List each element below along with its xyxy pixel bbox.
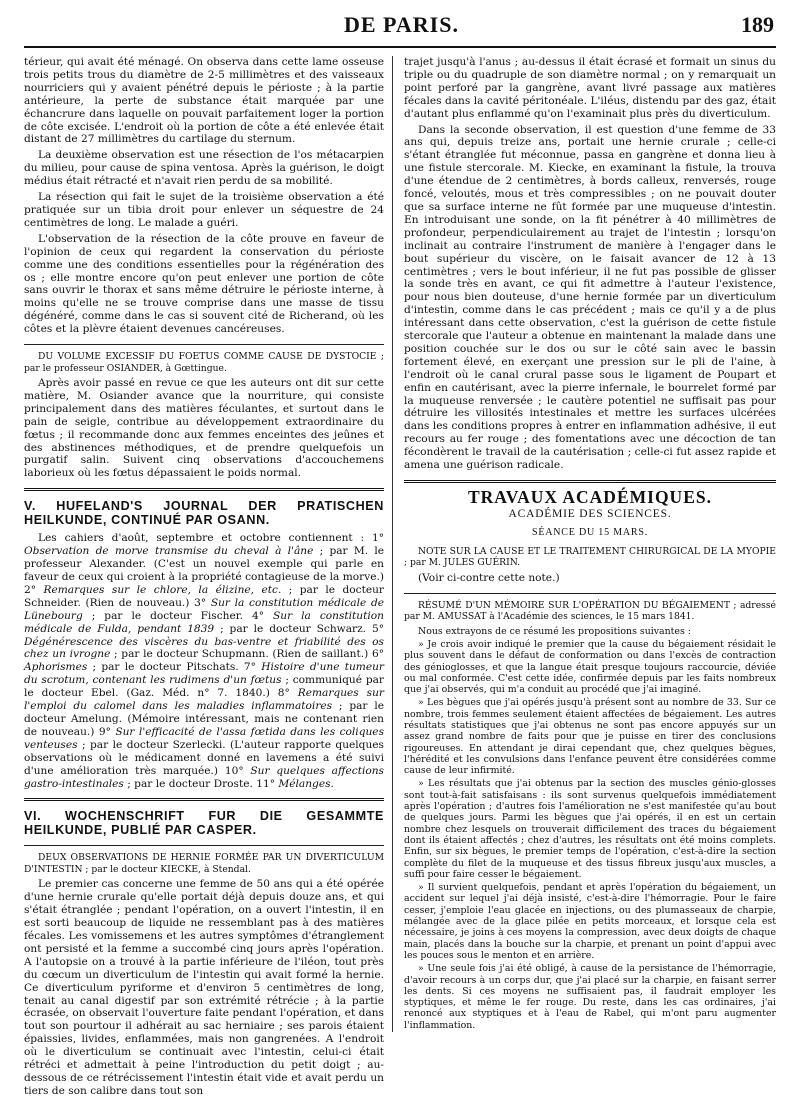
paragraph: Le premier cas concerne une femme de 50 ans qui a été opérée d'une hernie crurale qu'elle portait déjà depuis douze ans, et qui s'était étranglée ; pendant l'opération, on a ouvert l'intestin, il en est sorti beaucoup de liquide ne ressemblant pas à des matières fécales. Les vomissemens et les autres symptômes d'étranglement ont persisté et la femme a succombé cinq jours après l'opération. A l'autopsie on a trouvé à la partie inférieure de l'iléon, tout près du cœcum un diverticulum de l'intestin qui avait formé la hernie. Ce diverticulum pyriforme et d'environ 5 centimètres de long, tenait au canal digestif par son extrémité rétrécie ; à la partie écrasée, on observait l'ouverture faite pendant l'opération, et dans tout son pourtour il adhérait au sac herniaire ; ses parois étaient épaissies, livides, enflammées, mais non gangrenées. A l'endroit où le diverticulum se continuait avec l'intestin, celui-ci était rétréci et admettait à peine l'introduction du petit doigt ; au-dessous de ce rétrécissement l'intestin était vide et avait perdu un tiers de son calibre dans tout son (24, 878, 384, 1097)
separator-rule (404, 593, 776, 594)
paragraph: Les cahiers d'août, septembre et octobre contiennent : 1° Observation de morve transmise du cheval à l'âne ; par M. le professeur Alexander. (C'est un nouvel exemple qui parle en faveur de ceux qui croient à la propriété contagieuse de la morve.) 2° Remarques sur le chlore, la élizine, etc. ; par le docteur Schneider. (Rien de nouveau.) 3° Sur la constitution médicale de Lünebourg ; par le docteur Fischer. 4° Sur la constitution médicale de Fulda, pendant 1839 ; par le docteur Schwarz. 5° Dégénérescence des viscères du bas-ventre et friabilité des os chez un ivrogne ; par le docteur Schupmann. (Rien de saillant.) 6° Aphorismes ; par le docteur Pitschats. 7° Histoire d'une tumeur du scrotum, contenant les rudimens d'un fœtus ; communiqué par le docteur Ebel. (Gaz. Méd. n° 7. 1840.) 8° Remarques sur l'emploi du calomel dans les maladies inflammatoires ; par le docteur Amelung. (Mémoire intéressant, mais ne contenant rien de nouveau.) 9° Sur l'efficacité de l'assa fœtida dans les coliques venteuses ; par le docteur Szerlecki. (L'auteur rapporte quelques observations où le médicament donné en lavemens a été suivi d'une amélioration très marquée.) 10° Sur quelques affections gastro-intestinales ; par le docteur Droste. 11° Mélanges. (24, 532, 385, 790)
separator-rule (24, 798, 384, 801)
article-heading: RÉSUMÉ D'UN MÉMOIRE SUR L'OPÉRATION DU BÉGAIEMENT ; adressé par M. AMUSSAT à l'Académie des sciences, le 15 mars 1841. (404, 599, 776, 623)
article-heading: DU VOLUME EXCESSIF DU FOETUS COMME CAUSE DE DYSTOCIE ; par le professeur OSIANDER, à Gœttingue. (24, 351, 384, 374)
newspaper-page (24, 10, 776, 1097)
column-rule (392, 56, 393, 1032)
session-date: SÉANCE DU 15 MARS. (531, 526, 649, 538)
page-title: DE PARIS. (344, 12, 459, 37)
article-heading: DEUX OBSERVATIONS DE HERNIE FORMÉE PAR UN DIVERTICULUM D'INTESTIN ; par le docteur KIECKE, à Stendal. (24, 852, 384, 875)
section-title: TRAVAUX ACADÉMIQUES. (468, 487, 712, 507)
paragraph: trajet jusqu'à l'anus ; au-dessus il était écrasé et formait un sinus du triple ou du quadruple de son diamètre normal ; on y remarquait un point perforé par la gangrène, avant livré passage aux matières fécales dans la cavité péritonéale. L'iléus, distendu par des gaz, était d'autant plus enflammé qu'on l'examinait plus près du diverticulum. (404, 56, 776, 120)
page-number: 189 (741, 12, 774, 37)
section-heading: V. HUFELAND'S JOURNAL DER PRATISCHEN HEILKUNDE, CONTINUÉ PAR OSANN. (24, 499, 384, 528)
paragraph: La deuxième observation est une résection de l'os métacarpien du milieu, pour cause de spina ventosa. Après la guérison, le doigt médius était rétracté et n'avait rien perdu de sa mobilité. (24, 149, 384, 188)
resume-text (404, 626, 776, 1031)
section-heading: VI. WOCHENSCHRIFT FUR DIE GESAMMTE HEILKUNDE, PUBLIÉ PAR CASPER. (24, 809, 384, 838)
paragraph: Nous extrayons de ce résumé les propositions suivantes : (418, 625, 691, 637)
right-column (404, 56, 776, 1033)
paragraph: térieur, qui avait été ménagé. On observa dans cette lame osseuse trois petits trous du diamètre de 2-5 millimètres et des vaisseaux nourriciers qui y avaient pénétré depuis le périoste ; à la partie antérieure, la perte de substance était marquée par une échancrure dans laquelle on pouvait parfaitement loger la portion de côte excisée. L'endroit où la portion de côte a été enlevée était distant de 27 millimètres du cartilage du sternum. (24, 56, 384, 146)
paragraph: » Les bègues que j'ai opérés jusqu'à présent sont au nombre de 33. Sur ce nombre, trois femmes seulement étaient affectées de bégaiement. Les autres résultats statistiques que j'ai obtenus ne sont pas encore appuyés sur un assez grand nombre de faits pour que je puisse en tirer des conclusions rigoureuses. En attendant je dirai cependant que, chez quelques bègues, l'hérédité et les convulsions dans l'enfance peuvent être considérées comme cause de leur infirmité. (404, 697, 776, 777)
separator-rule (24, 845, 384, 846)
paragraph: Dans la seconde observation, il est question d'une femme de 33 ans qui, depuis treize ans, portait une hernie crurale ; celle-ci s'étant étranglée fut méconnue, passa en gangrène et donna lieu à une fistule stercorale. M. Kiecke, en examinant la fistule, la trouva d'une étendue de 2 centimètres, à bords calleux, renversés, rouge foncé, veloutés, mous et très compressibles ; on ne pouvait douter que sa surface interne ne fût formée par une muqueuse d'intestin. En introduisant une sonde, on la fit pénétrer à 40 millimètres de profondeur, perpendiculairement au trajet de l'intestin ; lorsqu'on inclinait au contraire l'instrument de manière à l'engager dans le bout supérieur du viscère, on le faisait avancer de 12 à 13 centimètres ; vers le bout inférieur, il ne fut pas possible de glisser la sonde très en avant, ce qui fit admettre à l'auteur l'existence, pour nous bien douteuse, d'une hernie formée par un diverticulum d'intestin, comme dans le cas précédent ; mais ce qu'il y a de plus intéressant dans cette observation, c'est la guérison de cette fistule stercorale que l'auteur a obtenue en maintenant la malade dans une position couchée sur le dos ou sur le côté sain avec le bassin fortement élevé, en exerçant une pression sur le pli de l'aine, à l'endroit où le canal crural passe sous le ligament de Poupart et enfin en cautérisant, avec la pierre infernale, le bourrelet formé par la muqueuse renversée ; le cautère potentiel ne suffisait pas pour détruire les villosités intestinales et mettre les surfaces ulcérées dans les conditions propres à entrer en inflammation adhésive, il eut recours au fer rouge ; des fomentations avec une décoction de tan fécondèrent le travail de la cautérisation ; celle-ci fut assez rapide et amena une guérison radicale. (404, 123, 776, 472)
masthead (24, 10, 776, 48)
paragraph: » Il survient quelquefois, pendant et après l'opération du bégaiement, un accident sur lequel j'ai déjà insisté, c'est-à-dire l'hémorragie. Pour le faire cesser, j'emploie l'eau glacée en injections, ou des plumasseaux de charpie, mélangée avec de la glace pilée en petits morceaux, et lorsque cela est nécessaire, je joins à ces moyens la compression, avec deux doigts de chaque main, placés dans la bouche sur la charpie, et prenant un point d'appui avec les pouces sous le menton et en arrière. (404, 882, 776, 961)
separator-rule (24, 344, 384, 345)
paragraph: L'observation de la résection de la côte prouve en faveur de l'opinion de ceux qui regardent la conservation du périoste comme une des conditions essentielles pour la régénération des os ; elle montre encore qu'on peut enlever une portion de côte sans ouvrir le thorax et sans même détruire le périoste interne, à moins qu'elle ne se trouve comprise dans une masse de tissu dégénéré, comme dans le cas si souvent cité de Richerand, où les côtes et la plèvre étaient devenues cancéreuses. (24, 232, 384, 336)
paragraph: Après avoir passé en revue ce que les auteurs ont dit sur cette matière, M. Osiander avance que la nourriture, qui consiste principalement dans des matières féculantes, et surtout dans le pain de seigle, contribue au développement extraordinaire du fœtus ; il recommande donc aux femmes enceintes des jeûnes et des abstinences méthodiques, et de prendre quelquefois un purgatif salin. Suivent cinq observations d'accouchemens laborieux où les fœtus dépassaient le poids normal. (24, 377, 384, 480)
academic-header (404, 487, 776, 540)
separator-rule (24, 488, 384, 491)
paragraph: » Je crois avoir indiqué le premier que la cause du bégaiement résidait le plus souvent dans le défaut de conformation ou dans l'excès de contraction des génioglosses, et que la langue était presque toujours raccourcie, déviée ou mal conformée. C'est cette idée, confirmée depuis par les faits nombreux que j'ai observés, qui m'a conduit au procédé que j'ai imaginé. (404, 638, 776, 696)
separator-rule (404, 480, 776, 483)
paragraph: » Les résultats que j'ai obtenus par la section des muscles génio-glosses sont tout-à-fait satisfaisans : ils sont survenus quelquefois immédiatement après l'opération ; d'autres fois l'amélioration ne s'est manifestée qu'au bout de quelques jours. Parmi les bègues que j'ai opérés, il en est un certain nombre chez lesquels on trouverait difficilement des traces du bégaiement dont ils étaient affectés ; chez d'autres, les résultats ont été moins complets. Enfin, sur six bègues, le premier temps de l'opération, c'est-à-dire la section complète du filet de la muqueuse et des tissus fibreux jusqu'aux muscles, a suffi pour faire cesser le bégaiement. (404, 778, 776, 880)
paragraph: (Voir ci-contre cette note.) (418, 571, 560, 584)
left-column (24, 56, 384, 1101)
academy-name: ACADÉMIE DES SCIENCES. (508, 507, 672, 520)
article-heading: NOTE SUR LA CAUSE ET LE TRAITEMENT CHIRURGICAL DE LA MYOPIE ; par M. JULES GUÉRIN. (404, 545, 776, 569)
paragraph: » Une seule fois j'ai été obligé, à cause de la persistance de l'hémorragie, d'avoir recours à un corps dur, que j'ai placé sur la charpie, en faisant serrer les dents. Si ces moyens ne suffisaient pas, il faudrait employer les styptiques, et même le fer rouge. Du reste, dans les cas ordinaires, j'ai renoncé aux styptiques et à l'eau de Rabel, qui m'ont paru augmenter l'inflammation. (404, 963, 776, 1031)
paragraph: La résection qui fait le sujet de la troisième observation a été pratiquée sur un tibia droit pour enlever un séquestre de 24 centimètres de long. Le malade a guéri. (24, 191, 384, 229)
